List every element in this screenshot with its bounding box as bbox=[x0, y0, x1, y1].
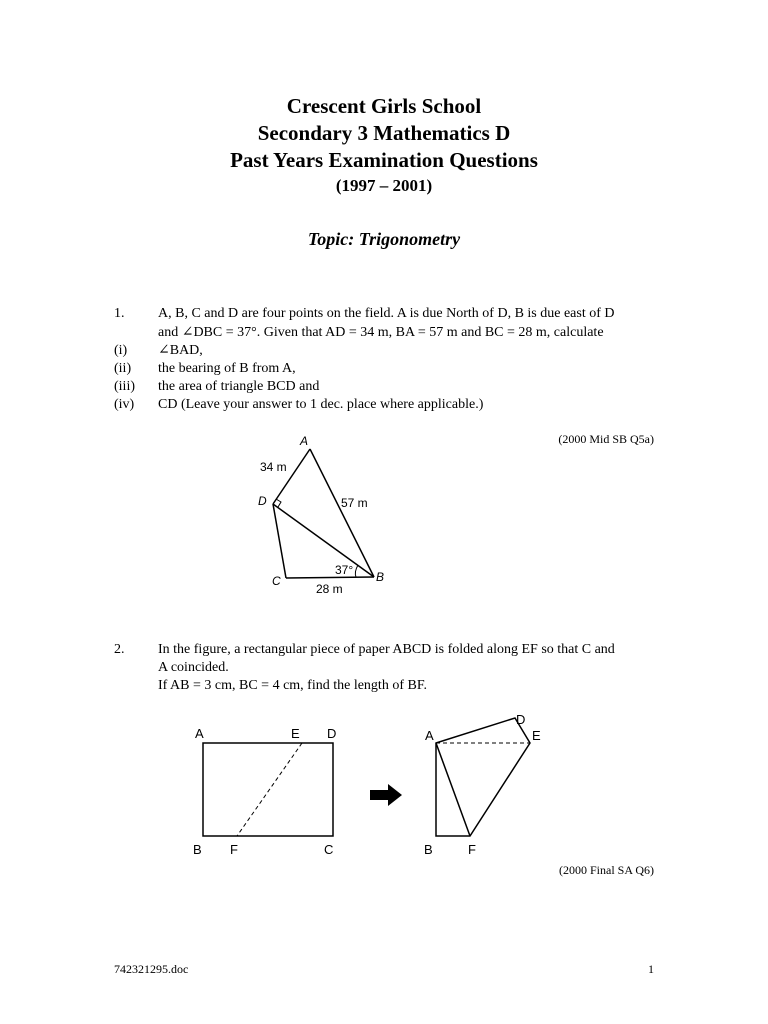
q1-part-text: CD (Leave your answer to 1 dec. place where applicable.) bbox=[158, 397, 484, 412]
right-label-a: A bbox=[425, 728, 434, 743]
arrow-right-icon bbox=[370, 784, 402, 806]
edge-cb bbox=[286, 577, 374, 578]
q1-part-label: (i) bbox=[114, 343, 128, 358]
q2-text-line3: If AB = 3 cm, BC = 4 cm, find the length of BF. bbox=[158, 678, 427, 693]
edge-ab bbox=[310, 449, 374, 577]
topic-heading: Topic: Trigonometry bbox=[307, 229, 461, 249]
q1-part-text: the area of triangle BCD and bbox=[158, 379, 320, 394]
fold-line-ef bbox=[237, 743, 302, 836]
exam-title: Past Years Examination Questions bbox=[230, 148, 538, 172]
q1-part-label: (iv) bbox=[114, 397, 135, 412]
right-label-e: E bbox=[532, 728, 541, 743]
q1-part-text: the bearing of B from A, bbox=[158, 361, 296, 376]
label-d: D bbox=[258, 494, 267, 508]
left-label-d: D bbox=[327, 726, 337, 741]
angle-label: 37° bbox=[335, 563, 354, 577]
q2-figure bbox=[180, 700, 580, 865]
rectangle-abcd bbox=[203, 743, 333, 836]
school-title: Crescent Girls School bbox=[286, 94, 482, 118]
years-range: (1997 – 2001) bbox=[335, 176, 433, 195]
length-ad: 34 m bbox=[260, 460, 287, 474]
right-label-f: F bbox=[468, 842, 476, 857]
angle-arc bbox=[355, 565, 358, 577]
edge-ad bbox=[273, 449, 310, 504]
left-label-e: E bbox=[291, 726, 300, 741]
label-b: B bbox=[376, 570, 385, 584]
footer-page-number: 1 bbox=[648, 962, 654, 976]
q1-figure bbox=[250, 425, 400, 600]
left-label-c: C bbox=[324, 842, 334, 857]
left-label-b: B bbox=[193, 842, 202, 857]
edge-db bbox=[273, 504, 374, 577]
fold-crease bbox=[436, 743, 470, 836]
folded-shape bbox=[436, 718, 530, 836]
footer-filename: 742321295.doc bbox=[114, 962, 189, 976]
q1-number: 1. bbox=[114, 306, 125, 321]
left-label-f: F bbox=[230, 842, 238, 857]
right-label-b: B bbox=[424, 842, 433, 857]
label-a: A bbox=[300, 434, 309, 448]
label-c: C bbox=[272, 574, 281, 588]
q2-text-line2: A coincided. bbox=[158, 660, 229, 675]
q1-source: (2000 Mid SB Q5a) bbox=[558, 432, 654, 446]
q2-source: (2000 Final SA Q6) bbox=[558, 863, 654, 877]
right-label-d: D bbox=[516, 712, 526, 727]
length-ba: 57 m bbox=[341, 496, 368, 510]
edge-dc bbox=[273, 504, 286, 578]
q2-number: 2. bbox=[114, 642, 125, 657]
q1-part-text: ∠BAD, bbox=[158, 343, 203, 358]
left-label-a: A bbox=[195, 726, 204, 741]
length-bc: 28 m bbox=[316, 582, 343, 596]
q1-part-label: (ii) bbox=[114, 361, 132, 376]
q1-part-label: (iii) bbox=[114, 379, 135, 394]
q1-text-line2: and ∠DBC = 37°. Given that AD = 34 m, BA = 57 m and BC = 28 m, calculate bbox=[158, 325, 604, 340]
course-title: Secondary 3 Mathematics D bbox=[257, 121, 511, 145]
q1-text-line1: A, B, C and D are four points on the field. A is due North of D, B is due east of D bbox=[158, 306, 615, 321]
q2-text-line1: In the figure, a rectangular piece of paper ABCD is folded along EF so that C and bbox=[158, 642, 615, 657]
